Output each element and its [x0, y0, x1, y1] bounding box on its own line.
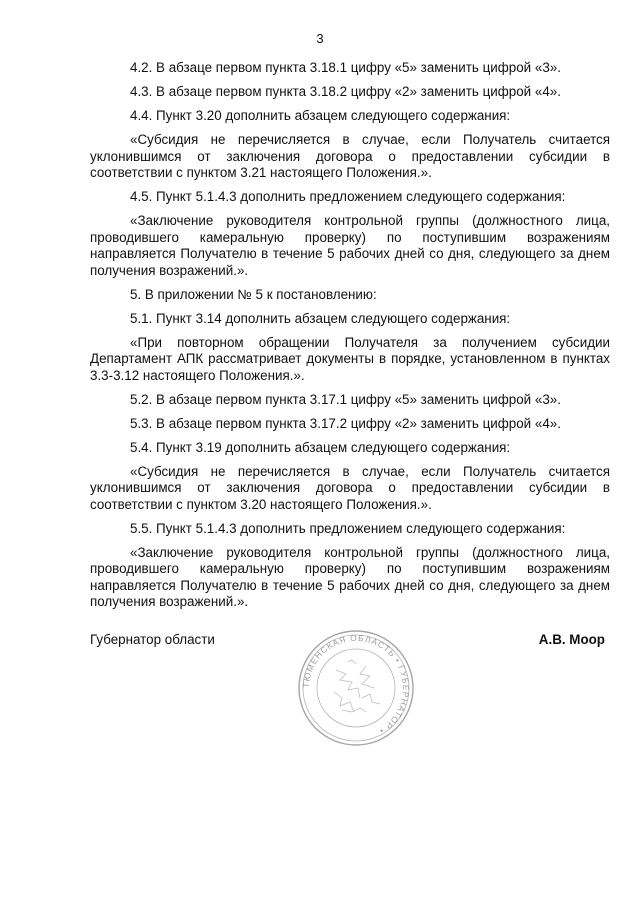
- paragraph: 5. В приложении № 5 к постановлению:: [130, 286, 377, 302]
- quoted-paragraph: «При повторном обращении Получателя за получением субсидии Департамент АПК рассматривает документы в порядке, установленном в пунктах 3.3-3.12 настоящего Положения.».: [90, 334, 610, 383]
- paragraph: 5.5. Пункт 5.1.4.3 дополнить предложением следующего содержания:: [130, 520, 566, 536]
- svg-text:ТЮМЕНСКАЯ ОБЛАСТЬ • ГУБЕРНАТОР: ТЮМЕНСКАЯ ОБЛАСТЬ • ГУБЕРНАТОР •: [300, 632, 412, 737]
- quoted-paragraph: «Субсидия не перечисляется в случае, если Получатель считается уклонившимся от заключения договора о предоставлении субсидии в соответствии с пунктом 3.21 настоящего Положения.».: [90, 132, 610, 180]
- paragraph: 5.4. Пункт 3.19 дополнить абзацем следующего содержания:: [130, 439, 511, 455]
- document-body: [90, 60, 610, 618]
- signatory-name: А.В. Моор: [538, 632, 605, 647]
- page-number: 3: [316, 31, 324, 46]
- seal-stamp-icon: [296, 628, 416, 748]
- paragraph: 5.3. В абзаце первом пункта 3.17.2 цифру «2» заменить цифрой «4».: [130, 415, 561, 431]
- signatory-title: Губернатор области: [90, 632, 215, 647]
- quoted-paragraph: «Заключение руководителя контрольной группы (должностного лица, проводившего камеральную проверку) по поступившим возражениям направляется Получателю в течение 5 рабочих дней со дня, следующего за днем получения возражений.».: [90, 213, 610, 278]
- quoted-paragraph: «Субсидия не перечисляется в случае, если Получатель считается уклонившимся от заключения договора о предоставлении субсидии в соответствии с пунктом 3.20 настоящего Положения.».: [90, 463, 610, 512]
- paragraph: 4.2. В абзаце первом пункта 3.18.1 цифру «5» заменить цифрой «3».: [130, 60, 561, 75]
- paragraph: 4.4. Пункт 3.20 дополнить абзацем следующего содержания:: [130, 108, 511, 123]
- quoted-paragraph: «Заключение руководителя контрольной группы (должностного лица, проводившего камеральную проверку) по поступившим возражениям направляется Получателю в течение 5 рабочих дней со дня, следующего за днем получения возражений.».: [90, 544, 610, 609]
- paragraph: 5.2. В абзаце первом пункта 3.17.1 цифру «5» заменить цифрой «3».: [130, 391, 561, 407]
- paragraph: 4.3. В абзаце первом пункта 3.18.2 цифру «2» заменить цифрой «4».: [130, 84, 561, 99]
- paragraph: 5.1. Пункт 3.14 дополнить абзацем следующего содержания:: [130, 310, 511, 326]
- paragraph: 4.5. Пункт 5.1.4.3 дополнить предложением следующего содержания:: [130, 189, 566, 204]
